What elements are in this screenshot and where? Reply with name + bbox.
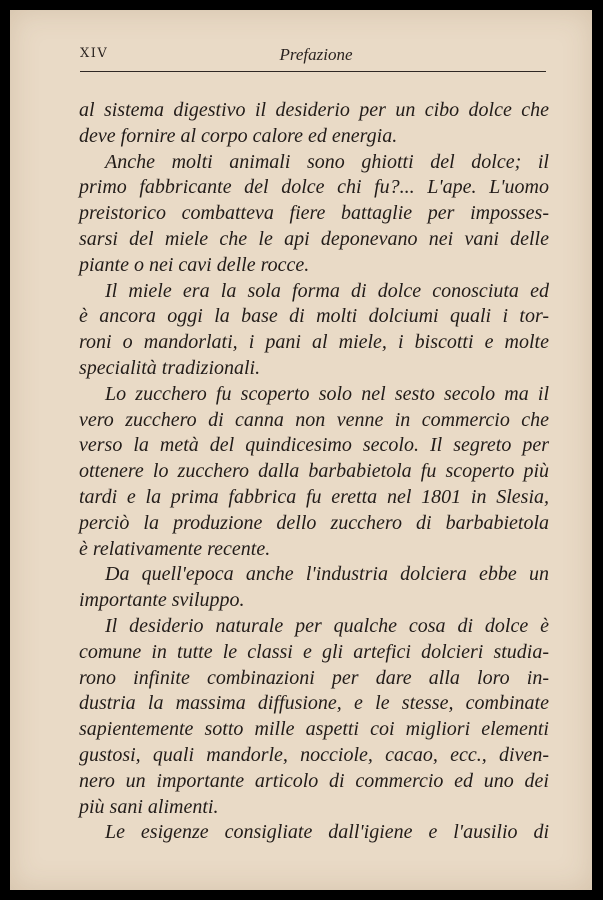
text-line: nero un importante articolo di commercio ed uno dei	[79, 769, 549, 792]
header-rule	[80, 71, 546, 72]
text-line: verso la metà del quindicesimo secolo. Il segreto per	[79, 434, 549, 457]
text-line: tardi e la prima fabbrica fu eretta nel 1801 in Slesia,	[79, 485, 549, 508]
text-line: più sani alimenti.	[79, 795, 219, 818]
text-line: sarsi del miele che le api deponevano nei vani delle	[79, 227, 549, 250]
text-line: deve fornire al corpo calore ed energia.	[79, 124, 398, 147]
text-line: specialità tradizionali.	[79, 356, 261, 379]
text-line: preistorico combatteva fiere battaglie per imposses-	[79, 202, 549, 225]
text-line: è ancora oggi la base di molti dolciumi quali i tor-	[79, 305, 549, 328]
text-line: Il miele era la sola forma di dolce conosciuta ed	[105, 279, 549, 302]
text-line: perciò la produzione dello zucchero di barbabietola	[79, 511, 549, 534]
text-line: gustosi, quali mandorle, nocciole, cacao, ecc., diven-	[79, 743, 549, 766]
text-line: rono infinite combinazioni per dare alla loro in-	[79, 666, 549, 689]
text-line: importante sviluppo.	[79, 589, 245, 612]
text-line: è relativamente recente.	[79, 537, 271, 560]
text-line: Il desiderio naturale per qualche cosa di dolce è	[105, 614, 549, 637]
text-line: al sistema digestivo il desiderio per un cibo dolce che	[79, 99, 549, 121]
book-page	[10, 10, 592, 890]
page-header	[10, 10, 592, 80]
text-line: dustria la massima diffusione, e le stesse, combinate	[79, 692, 549, 715]
text-line: sapientemente sotto mille aspetti coi migliori elementi	[79, 718, 549, 741]
text-line: Anche molti animali sono ghiotti del dolce; il	[105, 150, 549, 173]
page-number: XIV	[80, 46, 109, 61]
text-line: vero zucchero di canna non venne in commercio che	[79, 408, 549, 431]
body-text	[79, 98, 549, 846]
running-title: Prefazione	[279, 45, 353, 64]
text-line: Da quell'epoca anche l'industria dolciera ebbe un	[105, 563, 549, 586]
text-line: roni o mandorlati, i pani al miele, i biscotti e molte	[79, 331, 549, 354]
text-line: comune in tutte le classi e gli artefici dolcieri studia-	[79, 640, 549, 663]
text-line: primo fabbricante del dolce chi fu?... L'ape. L'uomo	[79, 176, 549, 199]
text-line: piante o nei cavi delle rocce.	[79, 253, 310, 276]
text-line: Le esigenze consigliate dall'igiene e l'ausilio di	[105, 821, 549, 844]
text-line: Lo zucchero fu scoperto solo nel sesto secolo ma il	[105, 382, 549, 405]
text-line: ottenere lo zucchero dalla barbabietola fu scoperto più	[79, 460, 549, 483]
